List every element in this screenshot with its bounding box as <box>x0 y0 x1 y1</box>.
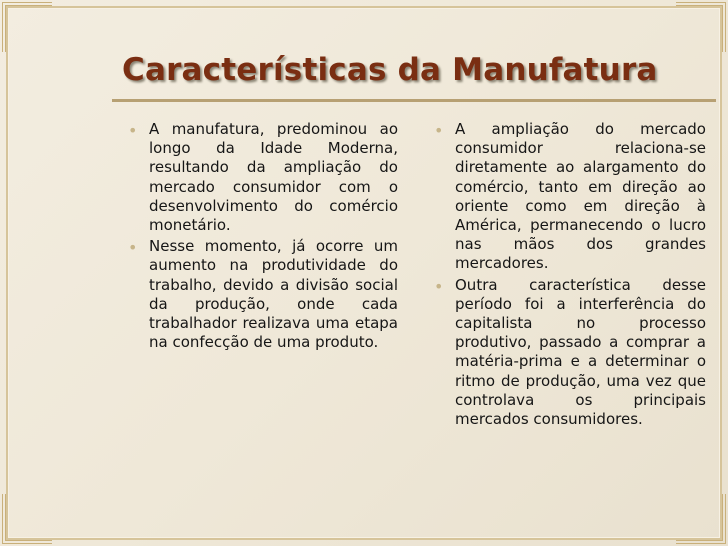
right-column <box>434 120 706 431</box>
bullet-text: A manufatura, predominou ao longo da Idade Moderna, resultando da ampliação do mercado consumidor com o desenvolvimento do comércio monetário. <box>149 120 398 235</box>
bullet-icon: • <box>434 276 444 296</box>
bullet-text: A ampliação do mercado consumidor relaciona-se diretamente ao alargamento do comércio, tanto em direção ao oriente como em direção à América, permanecendo o lucro nas mãos dos grandes mercadores. <box>455 120 706 273</box>
bullet-item <box>434 120 706 274</box>
bullet-icon: • <box>128 238 138 258</box>
bullet-item <box>434 276 706 430</box>
bullet-icon: • <box>128 121 138 140</box>
left-column <box>128 120 398 354</box>
frame-corner-ornament <box>676 494 726 544</box>
bullet-text: Outra característica desse período foi a interferência do capitalista no processo produtivo, passado a comprar a matéria-prima e a determinar o ritmo de produção, uma vez que controlava os principais mercados consumidores. <box>455 275 706 429</box>
bullet-text: Nesse momento, já ocorre um aumento na produtividade do trabalho, devido a divisão social da produção, onde cada trabalhador realizava uma etapa na confecção de uma produto. <box>149 237 398 352</box>
bullet-item <box>128 120 398 235</box>
slide-title: Características da Manufatura <box>122 52 658 88</box>
frame-corner-ornament <box>676 2 726 52</box>
bullet-icon: • <box>434 121 444 140</box>
title-divider <box>112 99 716 102</box>
frame-corner-ornament <box>2 2 52 52</box>
bullet-item <box>128 237 398 352</box>
frame-corner-ornament <box>2 494 52 544</box>
